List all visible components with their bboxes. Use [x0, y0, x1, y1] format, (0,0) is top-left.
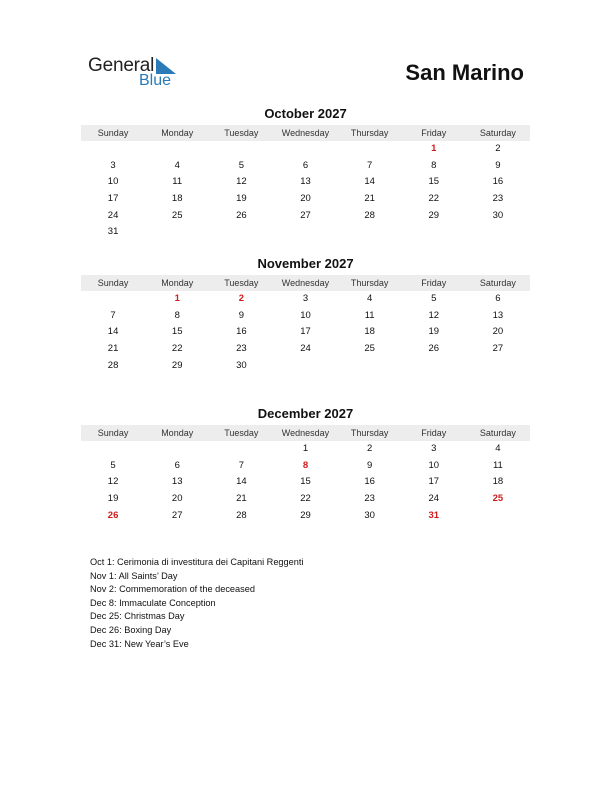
- day-cell: 20: [171, 493, 183, 505]
- day-cell: 18: [171, 193, 183, 205]
- week-row: [81, 191, 530, 208]
- day-cell: 4: [174, 159, 180, 171]
- day-cell: 12: [107, 476, 119, 488]
- empty-day-cell: [338, 224, 402, 241]
- weekday-label: Tuesday: [224, 278, 259, 288]
- empty-day-cell: [466, 358, 530, 375]
- week-row: [81, 158, 530, 175]
- week-row: [81, 291, 530, 308]
- weekday-label: Wednesday: [281, 428, 330, 438]
- empty-day-cell: [209, 441, 273, 458]
- day-cell: 27: [171, 509, 183, 521]
- day-cell: 13: [171, 476, 183, 488]
- week-row: [81, 491, 530, 508]
- empty-day-cell: [338, 141, 402, 158]
- empty-day-cell: [466, 224, 530, 241]
- day-cell: 7: [238, 459, 244, 471]
- week-row: [81, 141, 530, 158]
- week-row: [81, 358, 530, 375]
- holiday-day-cell: 1: [174, 293, 180, 304]
- empty-day-cell: [402, 358, 466, 375]
- day-cell: 19: [428, 326, 440, 338]
- weekday-label: Friday: [421, 428, 447, 438]
- weekday-header: [81, 275, 530, 291]
- holiday-day-cell: 1: [431, 143, 437, 154]
- day-cell: 2: [495, 143, 501, 154]
- day-cell: 30: [364, 509, 375, 521]
- day-cell: 3: [431, 443, 437, 454]
- month-title: October 2027: [264, 106, 347, 121]
- day-cell: 29: [171, 359, 183, 371]
- weekday-label: Thursday: [350, 128, 389, 138]
- day-cell: 10: [107, 176, 119, 188]
- holiday-note: Nov 1: All Saints’ Day: [90, 570, 178, 581]
- holiday-note: Nov 2: Commemoration of the deceased: [90, 584, 255, 595]
- week-row: [81, 474, 530, 491]
- day-cell: 22: [171, 343, 183, 355]
- weekday-label: Saturday: [479, 428, 516, 438]
- day-cell: 30: [492, 209, 504, 221]
- empty-day-cell: [338, 358, 402, 375]
- holiday-day-cell: 31: [428, 509, 440, 521]
- generalblue-logo: [88, 55, 188, 95]
- holiday-day-cell: 25: [492, 493, 504, 505]
- day-cell: 2: [366, 443, 373, 454]
- day-cell: 24: [300, 343, 311, 355]
- empty-day-cell: [81, 141, 145, 158]
- empty-day-cell: [402, 224, 466, 241]
- day-cell: 21: [236, 493, 247, 505]
- day-cell: 15: [171, 326, 183, 338]
- week-row: [81, 441, 530, 458]
- week-row: [81, 208, 530, 225]
- day-cell: 30: [236, 359, 247, 371]
- weekday-label: Wednesday: [281, 128, 330, 138]
- day-cell: 20: [300, 193, 311, 205]
- week-row: [81, 508, 530, 525]
- empty-day-cell: [273, 224, 337, 241]
- day-cell: 27: [492, 343, 504, 355]
- week-row: [81, 224, 530, 241]
- day-cell: 8: [431, 159, 437, 171]
- holiday-note: Dec 8: Immaculate Conception: [90, 597, 216, 608]
- weekday-label: Tuesday: [224, 428, 259, 438]
- empty-day-cell: [209, 224, 273, 241]
- week-row: [81, 341, 530, 358]
- day-cell: 18: [492, 476, 504, 488]
- logo-text-blue: Blue: [139, 72, 172, 89]
- weekday-label: Sunday: [97, 428, 129, 438]
- day-cell: 9: [495, 159, 501, 171]
- day-cell: 16: [364, 476, 375, 488]
- day-cell: 15: [300, 476, 311, 488]
- month-october: [81, 105, 530, 241]
- day-cell: 29: [300, 509, 311, 521]
- month-title: November 2027: [257, 256, 354, 271]
- holiday-note: Dec 26: Boxing Day: [90, 624, 172, 635]
- day-cell: 3: [110, 159, 116, 171]
- day-cell: 10: [300, 309, 311, 321]
- weekday-label: Sunday: [97, 128, 129, 138]
- day-cell: 5: [238, 159, 244, 171]
- day-cell: 17: [107, 193, 119, 205]
- weekday-label: Sunday: [97, 278, 129, 288]
- day-cell: 9: [238, 309, 244, 321]
- day-cell: 22: [428, 193, 440, 205]
- day-cell: 18: [364, 326, 375, 338]
- holiday-day-cell: 8: [302, 459, 309, 471]
- day-cell: 28: [107, 359, 119, 371]
- day-cell: 8: [174, 309, 180, 321]
- weekday-label: Saturday: [479, 278, 516, 288]
- weekday-label: Friday: [421, 128, 447, 138]
- day-cell: 16: [236, 326, 247, 338]
- weekday-header: [81, 425, 530, 441]
- month-november: [81, 255, 530, 374]
- day-cell: 7: [110, 309, 116, 321]
- day-cell: 23: [492, 193, 504, 205]
- month-december: [81, 405, 530, 524]
- weekday-header: [81, 125, 530, 141]
- day-cell: 14: [107, 326, 119, 338]
- day-cell: 28: [236, 509, 247, 521]
- day-cell: 11: [172, 176, 183, 188]
- empty-day-cell: [209, 141, 273, 158]
- day-cell: 11: [364, 309, 375, 321]
- weekday-label: Monday: [161, 428, 194, 438]
- day-cell: 16: [492, 176, 504, 188]
- day-cell: 26: [428, 343, 440, 355]
- logo-text-general: General: [88, 55, 155, 76]
- holiday-day-cell: 26: [107, 509, 119, 521]
- day-cell: 6: [495, 293, 501, 304]
- holiday-note: Oct 1: Cerimonia di investitura dei Capitani Reggenti: [90, 557, 304, 567]
- day-cell: 26: [236, 209, 247, 221]
- day-cell: 23: [236, 343, 247, 355]
- day-cell: 12: [236, 176, 247, 188]
- day-cell: 7: [366, 159, 373, 171]
- day-cell: 24: [428, 493, 440, 505]
- day-cell: 25: [364, 343, 375, 355]
- weekday-label: Wednesday: [281, 278, 330, 288]
- holiday-day-cell: 2: [238, 293, 244, 304]
- day-cell: 31: [107, 226, 119, 238]
- week-row: [81, 308, 530, 325]
- weekday-label: Monday: [161, 128, 194, 138]
- holiday-note: Dec 31: New Year’s Eve: [90, 638, 189, 649]
- day-cell: 17: [428, 476, 440, 488]
- month-title: December 2027: [257, 406, 354, 421]
- empty-day-cell: [81, 291, 145, 308]
- empty-day-cell: [81, 441, 145, 458]
- day-cell: 21: [364, 193, 375, 205]
- day-cell: 28: [364, 209, 375, 221]
- day-cell: 21: [107, 343, 119, 355]
- day-cell: 24: [107, 209, 119, 221]
- day-cell: 14: [236, 476, 247, 488]
- day-cell: 13: [300, 176, 311, 188]
- day-cell: 19: [236, 193, 247, 205]
- day-cell: 23: [364, 493, 375, 505]
- day-cell: 17: [300, 326, 311, 338]
- empty-day-cell: [466, 508, 530, 525]
- empty-day-cell: [273, 358, 337, 375]
- day-cell: 1: [302, 443, 309, 454]
- week-row: [81, 324, 530, 341]
- country-title: San Marino: [405, 60, 524, 85]
- day-cell: 25: [171, 209, 183, 221]
- day-cell: 10: [428, 459, 440, 471]
- holiday-notes: [90, 556, 303, 651]
- week-row: [81, 174, 530, 191]
- day-cell: 20: [492, 326, 504, 338]
- empty-day-cell: [145, 441, 209, 458]
- day-cell: 6: [302, 159, 309, 171]
- day-cell: 27: [300, 209, 311, 221]
- day-cell: 15: [428, 176, 440, 188]
- day-cell: 3: [302, 293, 309, 304]
- empty-day-cell: [273, 141, 337, 158]
- day-cell: 12: [428, 309, 440, 321]
- weekday-label: Saturday: [479, 128, 516, 138]
- day-cell: 22: [300, 493, 311, 505]
- day-cell: 29: [428, 209, 440, 221]
- week-row: [81, 458, 530, 475]
- empty-day-cell: [145, 224, 209, 241]
- day-cell: 4: [495, 443, 501, 454]
- day-cell: 14: [364, 176, 375, 188]
- day-cell: 5: [431, 293, 437, 304]
- day-cell: 13: [492, 309, 504, 321]
- weekday-label: Thursday: [350, 278, 389, 288]
- day-cell: 6: [174, 459, 180, 471]
- day-cell: 19: [107, 493, 119, 505]
- weekday-label: Friday: [421, 278, 447, 288]
- holiday-note: Dec 25: Christmas Day: [90, 611, 185, 622]
- weekday-label: Tuesday: [224, 128, 259, 138]
- weekday-label: Monday: [161, 278, 194, 288]
- day-cell: 4: [366, 293, 373, 304]
- empty-day-cell: [145, 141, 209, 158]
- day-cell: 11: [492, 459, 503, 471]
- day-cell: 5: [110, 459, 116, 471]
- day-cell: 9: [366, 459, 373, 471]
- weekday-label: Thursday: [350, 428, 389, 438]
